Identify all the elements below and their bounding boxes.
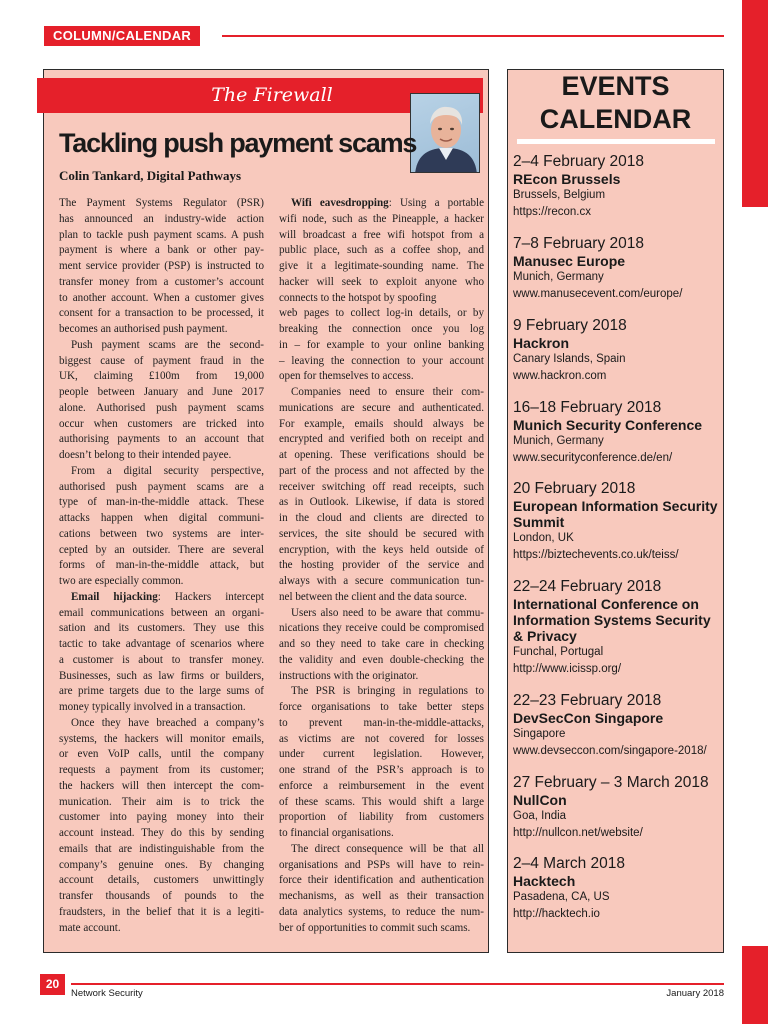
article-text-line: consent for a transaction to be processed, it	[59, 307, 264, 320]
edge-tab-top	[742, 0, 768, 207]
article-text-line: attacks happen when digital communi-	[59, 512, 264, 524]
event-date: 27 February – 3 March 2018	[513, 774, 709, 791]
article-text-line: services, the site should be secured with	[279, 527, 484, 540]
article-text-line: doesn’t belong to their intended payee.	[59, 449, 232, 461]
events-title	[507, 70, 724, 136]
article-text-line: always with a secure communication tun-	[279, 575, 484, 587]
event-url[interactable]: www.manusecevent.com/europe/	[513, 288, 683, 300]
article-text-line: ber of opportunities to commit such scams.	[279, 921, 471, 934]
article-text-line: plan to tackle push payment scams. A push	[59, 228, 264, 241]
article-text-line: to financial organisations.	[279, 827, 394, 839]
event-name: DevSecCon Singapore	[513, 710, 664, 726]
article-text-line: a customer is about to transfer money.	[59, 653, 264, 666]
article-text-line: Companies need to ensure their com-	[291, 386, 484, 398]
article-title: Tackling push payment scams	[59, 128, 417, 158]
article-text-line: two are especially common.	[59, 575, 184, 587]
article-text-line: sation and its customers. They use this	[59, 622, 264, 635]
article-text-line: of these scams. This would shift a large	[279, 795, 484, 808]
event-name: Manusec Europe	[513, 253, 626, 269]
article-text-line: transfer thousands of pounds to the	[59, 890, 264, 902]
article-text-line: The direct consequence will be that all	[291, 842, 484, 855]
article-text-line: connects to the hotspot by spoofing	[279, 291, 437, 304]
event-date: 16–18 February 2018	[513, 399, 662, 416]
article-text-line: to prevent man-in-the-middle-attacks,	[279, 716, 484, 729]
article-text-line: part of the process and not affected by the	[279, 464, 484, 477]
event-item	[513, 153, 721, 221]
article-text-line: or even VoIP calls, until the company	[59, 748, 264, 761]
events-title-line2: CALENDAR	[539, 104, 692, 134]
event-date: 2–4 March 2018	[513, 855, 626, 872]
article-text-line: to another account. When a customer gives	[59, 291, 264, 304]
article-text-line: cepted by an outsider. There are several	[59, 543, 264, 556]
article-text-line: munication. Their aim is to trick the	[59, 795, 264, 808]
article-text-line: transfer money from a customer’s account	[59, 275, 264, 288]
article-text-line: proportion of liability from customers	[279, 811, 484, 824]
event-location: Pasadena, CA, US	[513, 891, 610, 903]
article-text-line: receiver switching off read receipts, such	[279, 480, 484, 493]
event-url[interactable]: www.securityconference.de/en/	[513, 452, 673, 464]
article-text-line: UK, claiming £100m from 19,000	[59, 370, 264, 383]
article-text-line: mate account.	[59, 921, 121, 934]
article-text-line: one strand of the PSR’s approach is to	[279, 764, 484, 776]
event-location: Singapore	[513, 728, 566, 740]
event-date: 20 February 2018	[513, 480, 636, 497]
article-text-line: type of man-in-the-middle attack. These	[59, 496, 264, 509]
article-text-line: the validity and even double-checking the	[279, 653, 484, 666]
article-text-line: nel between the client and the data source.	[279, 590, 467, 603]
article-text-line: money typically involved in a transaction.	[59, 701, 246, 713]
event-date: 22–24 February 2018	[513, 578, 662, 595]
article-text-line: ment service provider (PSP) is instructed to	[59, 260, 264, 272]
article-text-line: are prime targets due to the large sums of	[59, 685, 264, 698]
article-text-line: – leaving the connection to your account	[279, 354, 484, 367]
events-title-line1: EVENTS	[561, 71, 670, 101]
article-byline: Colin Tankard, Digital Pathways	[59, 168, 242, 183]
event-name: NullCon	[513, 792, 567, 808]
article-text-line: Businesses, such as law firms or builders,	[59, 669, 264, 682]
article-text-line: From a digital security perspective,	[71, 464, 264, 477]
article-text-line: the hosting provider of the service and	[279, 559, 484, 572]
author-photo	[410, 93, 480, 173]
article-text-line: company’s genuine ones. By changing	[59, 858, 264, 871]
event-name: International Conference on Information Systems Security & Privacy	[513, 596, 711, 644]
events-title-rule	[517, 139, 715, 144]
event-url[interactable]: http://nullcon.net/website/	[513, 827, 643, 839]
article-text-line: will broadcast a free wifi hotspot from a	[279, 228, 484, 241]
article-text-line: munications are secure and authenticated.	[279, 401, 484, 414]
article-text-line: encryption, with the keys held outside of	[279, 543, 484, 556]
article-text-line: under current legislation. However,	[279, 748, 484, 761]
event-item	[513, 692, 721, 760]
event-location: Munich, Germany	[513, 435, 604, 447]
article-text-line: encrypted and verified both on receipt and	[279, 433, 484, 446]
article-text-line: instructions with the originator.	[279, 669, 419, 682]
article-text-line: customer into paying money into their	[59, 811, 264, 824]
event-location: London, UK	[513, 532, 574, 544]
article-text-line: The PSR is bringing in regulations to	[291, 685, 484, 698]
article-text-line: breaking the connection once you log	[279, 323, 484, 335]
article-text-line: For example, emails should always be	[279, 417, 484, 430]
article-text-line: Once they have breached a company’s	[71, 716, 264, 729]
article-column-1	[59, 196, 264, 936]
article-text-line: The Payment Systems Regulator (PSR)	[59, 197, 264, 209]
event-location: Munich, Germany	[513, 271, 604, 283]
event-name: Hacktech	[513, 873, 576, 889]
article-text-line: requests a payment from its customer;	[59, 764, 264, 776]
article-text-line: Users also need to be aware that commu-	[291, 606, 484, 619]
article-text-line: enforce a reimbursement in the event	[279, 779, 484, 792]
article-text-line: wifi node, such as the Pineapple, a hacker	[279, 212, 484, 225]
footer-rule	[71, 983, 724, 985]
article-text-line: has announced an industry-wide action	[59, 212, 264, 225]
article-text-line: email communications between an organi-	[59, 606, 264, 619]
article-text-line: payment is where a bank or other pay-	[59, 244, 264, 257]
article-text-line: as victims are not covered for losses	[279, 732, 484, 745]
event-location: Funchal, Portugal	[513, 646, 604, 658]
event-url[interactable]: http://www.icissp.org/	[513, 663, 622, 675]
event-location: Goa, India	[513, 810, 567, 822]
article-text-line: authorised push payment scams are a	[59, 480, 264, 493]
event-url[interactable]: www.hackron.com	[513, 370, 607, 382]
event-date: 22–23 February 2018	[513, 692, 662, 709]
event-url[interactable]: http://hacktech.io	[513, 908, 600, 920]
event-item	[513, 480, 721, 564]
event-name: European Information Security Summit	[513, 498, 718, 530]
article-text-line: in – for example to your online banking	[279, 338, 484, 351]
event-url[interactable]: https://recon.cx	[513, 206, 591, 218]
event-location: Brussels, Belgium	[513, 189, 606, 201]
article-text-line: force organisations to take better steps	[279, 701, 484, 713]
article-text-line: cations between two systems are inter-	[59, 527, 264, 540]
article-text-line: occur when customers are tricked into	[59, 417, 264, 430]
section-label: COLUMN/CALENDAR	[44, 26, 200, 46]
article-text-line: in the cloud and clients are directed to	[279, 512, 484, 524]
article-text-line: fraudsters, in the belief that it is a legiti-	[59, 905, 264, 918]
article-text-line: organisations and PSPs will have to rein-	[279, 858, 484, 871]
publication-name: Network Security	[71, 988, 143, 999]
event-item	[513, 317, 721, 385]
event-item	[513, 578, 721, 678]
event-date: 7–8 February 2018	[513, 235, 644, 252]
article-text-line: biggest cause of payment fraud in the	[59, 354, 264, 367]
article-text-line: and so they need to take care in checking	[279, 638, 484, 650]
issue-date: January 2018	[666, 988, 724, 999]
article-text-line: tactic to take advantage of scenarios where	[59, 638, 264, 650]
article-text-line: hacker will seek to exploit anyone who	[279, 275, 484, 288]
article-text-line: mechanisms, as well as their transaction	[279, 890, 484, 902]
event-item	[513, 855, 721, 923]
article-text-line: account instead. They do this by sending	[59, 827, 264, 839]
article-text-line: give it a legitimate-sounding name. The	[279, 260, 484, 272]
edge-tab-bottom	[742, 946, 768, 1024]
article-text-line: becomes an authorised push payment.	[59, 323, 228, 335]
article-text-line: people between January and June 2017	[59, 386, 264, 398]
article-text-line: force their identification and authentication	[279, 874, 484, 887]
author-portrait-icon	[411, 94, 480, 173]
article-text-line	[59, 590, 264, 606]
event-location: Canary Islands, Spain	[513, 353, 626, 365]
article-text-line: account details, customers unwittingly	[59, 874, 264, 887]
article-text-line: emails that are indistinguishable from the	[59, 842, 264, 855]
line-text: : Using a portable	[388, 197, 484, 209]
event-name: Hackron	[513, 335, 570, 351]
article-text-line: public place, such as a coffee shop, and	[279, 244, 484, 257]
event-date: 9 February 2018	[513, 317, 627, 334]
run-in-heading: Email hijacking	[71, 590, 158, 603]
article-text-line: at opening. These verifications should be	[279, 449, 484, 461]
article-text-line: the hackers will then intercept the com-	[59, 779, 264, 792]
event-name: Munich Security Conference	[513, 417, 703, 433]
article-text-line: nications they receive could be compromised	[279, 622, 484, 635]
event-item	[513, 399, 721, 467]
event-date: 2–4 February 2018	[513, 153, 644, 170]
page-number: 20	[40, 974, 65, 995]
article-text-line: systems, the hackers will monitor emails,	[59, 732, 264, 745]
event-name: REcon Brussels	[513, 171, 621, 187]
run-in-heading: Wifi eavesdropping	[291, 197, 389, 209]
article-text-line: as in Outlook. Likewise, if data is stored	[279, 496, 484, 509]
event-item	[513, 235, 721, 303]
column-name: The Firewall	[211, 84, 333, 106]
article-text-line: open for themselves to access.	[279, 370, 414, 383]
article-text-line	[279, 196, 484, 212]
article-column-2	[279, 196, 484, 936]
line-text: : Hackers intercept	[157, 590, 264, 603]
article-text-line: forms of man-in-the-middle attack, but	[59, 559, 264, 572]
article-text-line: authorising payments to an account that	[59, 433, 264, 446]
article-text-line: alone. Authorised push payment scams	[59, 401, 264, 414]
event-item	[513, 774, 721, 842]
section-rule	[222, 35, 724, 37]
article-text-line: data analytics systems, to reduce the num-	[279, 905, 484, 918]
event-url[interactable]: www.devseccon.com/singapore-2018/	[513, 745, 707, 757]
article-text-line: web pages to collect log-in details, or by	[279, 307, 484, 320]
event-url[interactable]: https://biztechevents.co.uk/teiss/	[513, 549, 679, 561]
article-text-line: Push payment scams are the second-	[71, 338, 264, 351]
